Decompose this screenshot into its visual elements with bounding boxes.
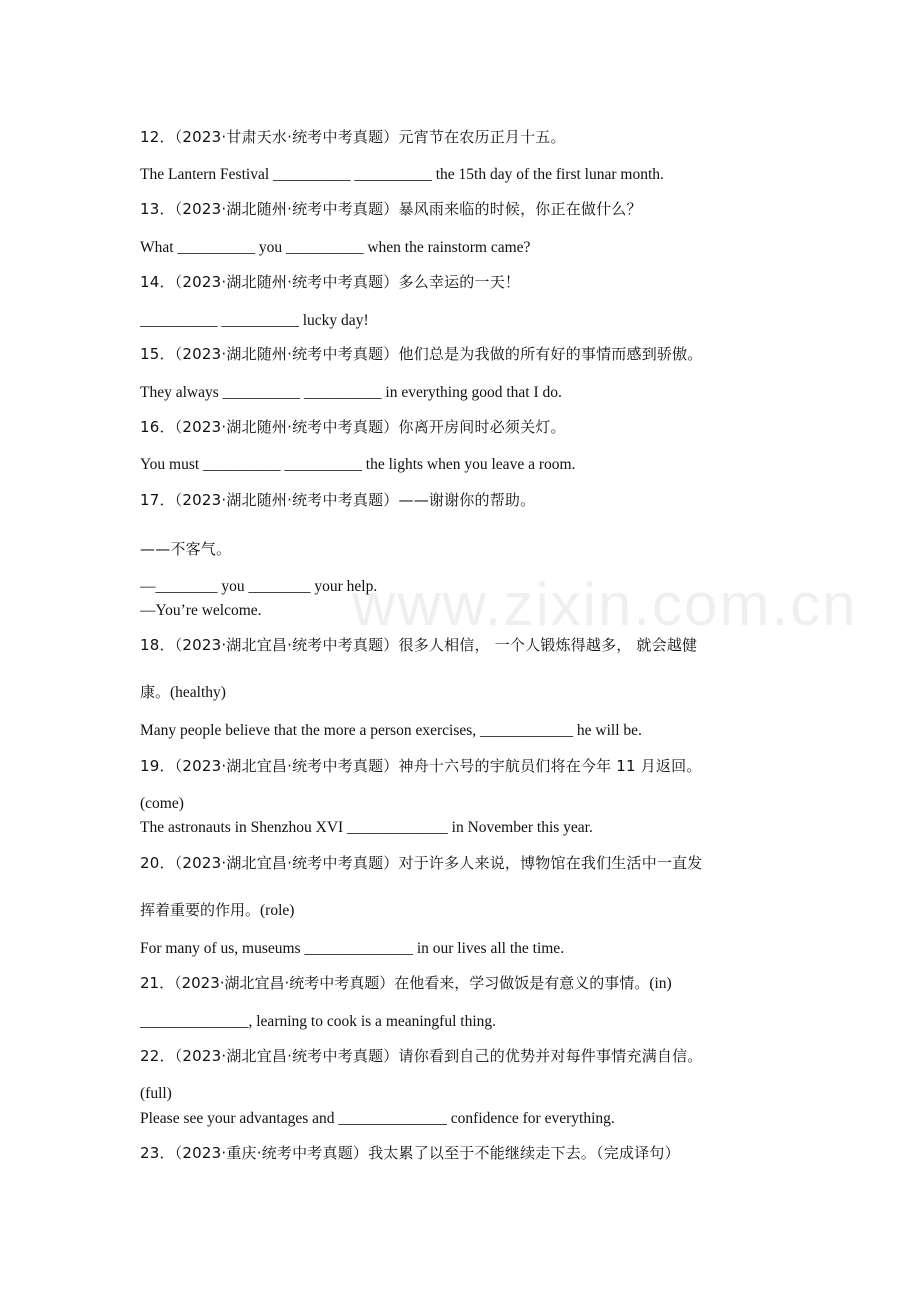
question-16: 16．（2023·湖北随州·统考中考真题）你离开房间时必须关灯。	[140, 418, 566, 436]
answer-line-14: __________ __________ lucky day!	[140, 312, 369, 329]
question-18-cn-tail: 康。	[140, 683, 171, 701]
answer-line-16: You must __________ __________ the lights when you leave a room.	[140, 456, 576, 473]
question-21-hint: (in)	[649, 975, 672, 992]
question-19: 19．（2023·湖北宜昌·统考中考真题）神舟十六号的宇航员们将在今年 11 月返回。	[140, 757, 702, 775]
question-20: 20．（2023·湖北宜昌·统考中考真题）对于许多人来说，博物馆在我们生活中一直发	[140, 854, 703, 872]
answer-line-15: They always __________ __________ in everything good that I do.	[140, 384, 562, 401]
answer-line-13: What __________ you __________ when the rainstorm came?	[140, 239, 531, 256]
question-21	[140, 973, 672, 994]
answer-line-18: Many people believe that the more a person exercises, ____________ he will be.	[140, 722, 642, 739]
answer-line-17-reply: —You’re welcome.	[140, 602, 262, 619]
answer-line-20: For many of us, museums ______________ in our lives all the time.	[140, 940, 565, 957]
answer-line-12: The Lantern Festival __________ __________ the 15th day of the first lunar month.	[140, 166, 664, 183]
question-17: 17．（2023·湖北随州·统考中考真题）——谢谢你的帮助。	[140, 491, 536, 509]
question-20-continued	[140, 900, 294, 921]
question-22: 22．（2023·湖北宜昌·统考中考真题）请你看到自己的优势并对每件事情充满自信。	[140, 1047, 703, 1065]
question-18-continued	[140, 682, 226, 703]
question-20-hint: (role)	[260, 902, 295, 919]
answer-line-21: ______________, learning to cook is a meaningful thing.	[140, 1013, 497, 1030]
answer-line-19: The astronauts in Shenzhou XVI _____________ in November this year.	[140, 819, 593, 836]
watermark: www.zixin.com.cn	[352, 571, 858, 638]
question-18: 18．（2023·湖北宜昌·统考中考真题）很多人相信， 一个人锻炼得越多， 就会越健	[140, 636, 698, 654]
question-22-hint: (full)	[140, 1085, 172, 1102]
question-13: 13．（2023·湖北随州·统考中考真题）暴风雨来临的时候，你正在做什么？	[140, 200, 642, 218]
answer-line-17: —________ you ________ your help.	[140, 578, 378, 595]
question-20-cn-tail: 挥着重要的作用。	[140, 901, 261, 919]
question-21-text: 21．（2023·湖北宜昌·统考中考真题）在他看来，学习做饭是有意义的事情。	[140, 974, 650, 992]
question-12: 12．（2023·甘肃天水·统考中考真题）元宵节在农历正月十五。	[140, 128, 566, 146]
question-18-hint: (healthy)	[170, 684, 226, 701]
question-17-reply: ——不客气。	[140, 540, 232, 558]
question-14: 14．（2023·湖北随州·统考中考真题）多么幸运的一天！	[140, 273, 521, 291]
answer-line-22: Please see your advantages and ______________ confidence for everything.	[140, 1110, 615, 1127]
question-19-hint: (come)	[140, 795, 184, 812]
question-23: 23．（2023·重庆·统考中考真题）我太累了以至于不能继续走下去。（完成译句）	[140, 1144, 680, 1162]
question-15: 15．（2023·湖北随州·统考中考真题）他们总是为我做的所有好的事情而感到骄傲。	[140, 345, 703, 363]
